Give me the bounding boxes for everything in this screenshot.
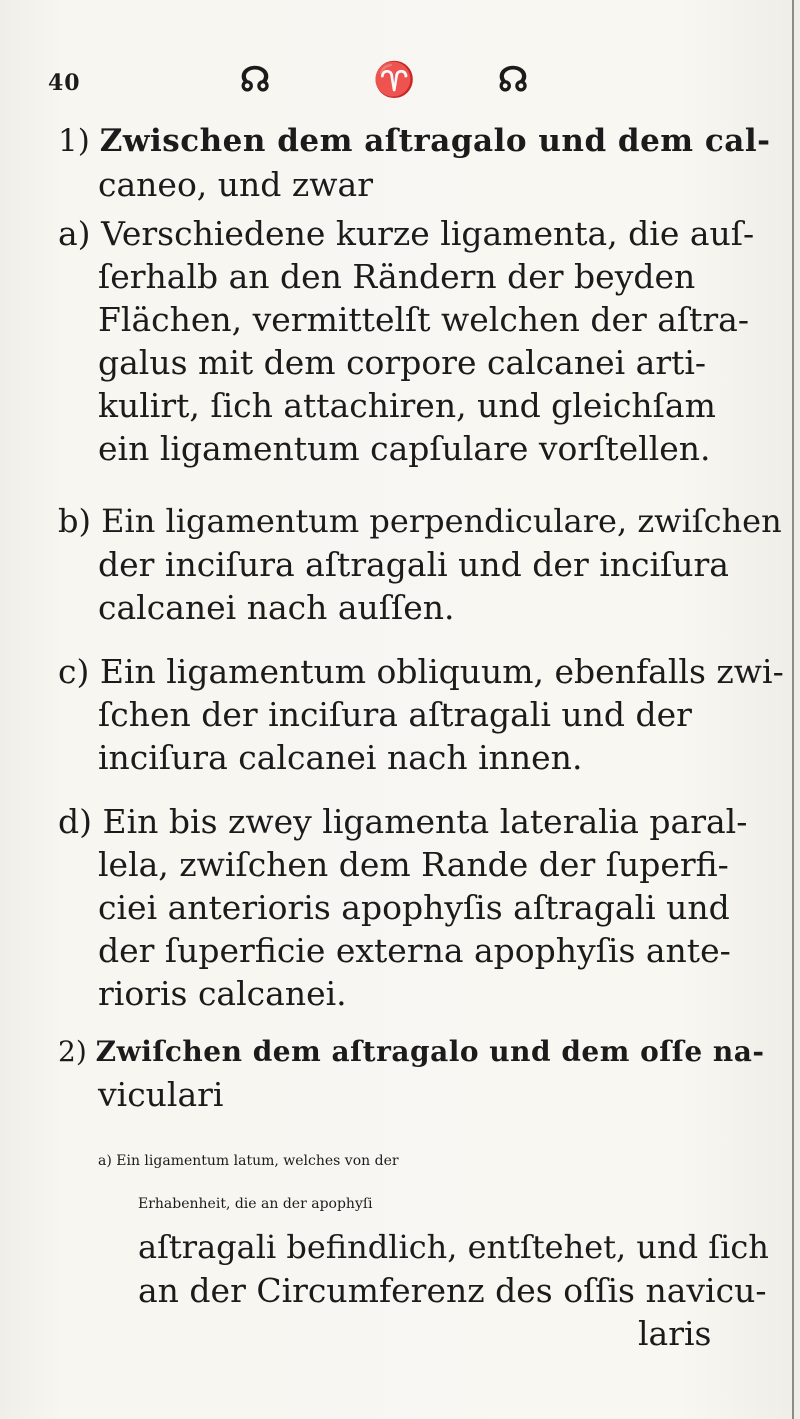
item-a-1-line-1: Verschiedene kurze ligamenta, die auſ- — [101, 214, 755, 253]
item-b-line-2: der inciſura aſtragali und der inciſura — [98, 545, 729, 584]
signature-mark-2: ♈ — [373, 60, 417, 100]
item-a-1-line-3: Flächen, vermittelſt welchen der aſtra- — [98, 300, 749, 339]
section-2-line-2: viculari — [98, 1075, 224, 1114]
item-a-2-line-5: laris — [638, 1314, 712, 1353]
item-c-line-2: ſchen der inciſura aſtragali und der — [98, 695, 692, 734]
item-a-1-line-5: kulirt, ſich attachiren, und gleichſam — [98, 386, 716, 425]
item-a-2-line-3: aſtragali befindlich, entſtehet, und ſich — [138, 1228, 769, 1266]
section-2 — [58, 1030, 765, 1116]
item-a-2-line-2: Erhabenheit, die an der apophyſi — [138, 1196, 373, 1212]
item-a-2-label: a) — [98, 1153, 112, 1169]
section-1-label: 1) — [58, 123, 90, 159]
item-a-2-line-4: an der Circumferenz des oſſis navicu- — [138, 1271, 767, 1310]
item-a-1-label: a) — [58, 214, 91, 253]
item-a-1-line-4: galus mit dem corpore calcanei arti- — [98, 343, 707, 382]
item-d-line-1: Ein bis zwey ligamenta lateralia paral- — [102, 802, 748, 841]
item-d-line-4: der ſuperficie externa apophyſis ante- — [98, 931, 731, 970]
item-b — [58, 500, 782, 629]
section-2-line-1: Zwiſchen dem aſtragalo und dem oſſe na- — [95, 1035, 765, 1068]
page-header — [48, 60, 768, 110]
section-1 — [58, 120, 771, 206]
item-c-line-1: Ein ligamentum obliquum, ebenfalls zwi- — [99, 652, 784, 691]
signature-mark-1: ☊ — [240, 60, 272, 100]
section-1-line-2: caneo, und zwar — [98, 165, 373, 204]
item-b-label: b) — [58, 502, 91, 540]
item-a-1-line-6: ein ligamentum capſulare vorſtellen. — [98, 429, 711, 468]
item-d-label: d) — [58, 802, 92, 841]
item-d-line-3: ciei anterioris apophyſis aſtragali und — [98, 888, 730, 927]
item-d-line-5: rioris calcanei. — [98, 974, 347, 1013]
item-a-1-line-2: ſerhalb an den Rändern der beyden — [98, 257, 696, 296]
item-d — [58, 800, 747, 1015]
item-b-line-1: Ein ligamentum perpendiculare, zwiſchen — [101, 502, 782, 540]
section-2-label: 2) — [58, 1035, 87, 1068]
section-1-line-1: Zwischen dem aſtragalo und dem cal- — [99, 123, 771, 159]
page-number: 40 — [48, 70, 81, 96]
signature-mark-3: ☊ — [498, 60, 530, 100]
page-edge — [792, 0, 794, 1419]
item-c-line-3: inciſura calcanei nach innen. — [98, 738, 583, 777]
item-d-line-2: lela, zwiſchen dem Rande der ſuperfi- — [98, 845, 729, 884]
item-a-2-line-1: Ein ligamentum latum, welches von der — [116, 1153, 399, 1169]
item-b-line-3: calcanei nach auſſen. — [98, 588, 455, 627]
item-a-2 — [98, 1140, 769, 1355]
item-c — [58, 650, 784, 779]
item-a-1 — [58, 212, 754, 470]
item-c-label: c) — [58, 652, 90, 691]
